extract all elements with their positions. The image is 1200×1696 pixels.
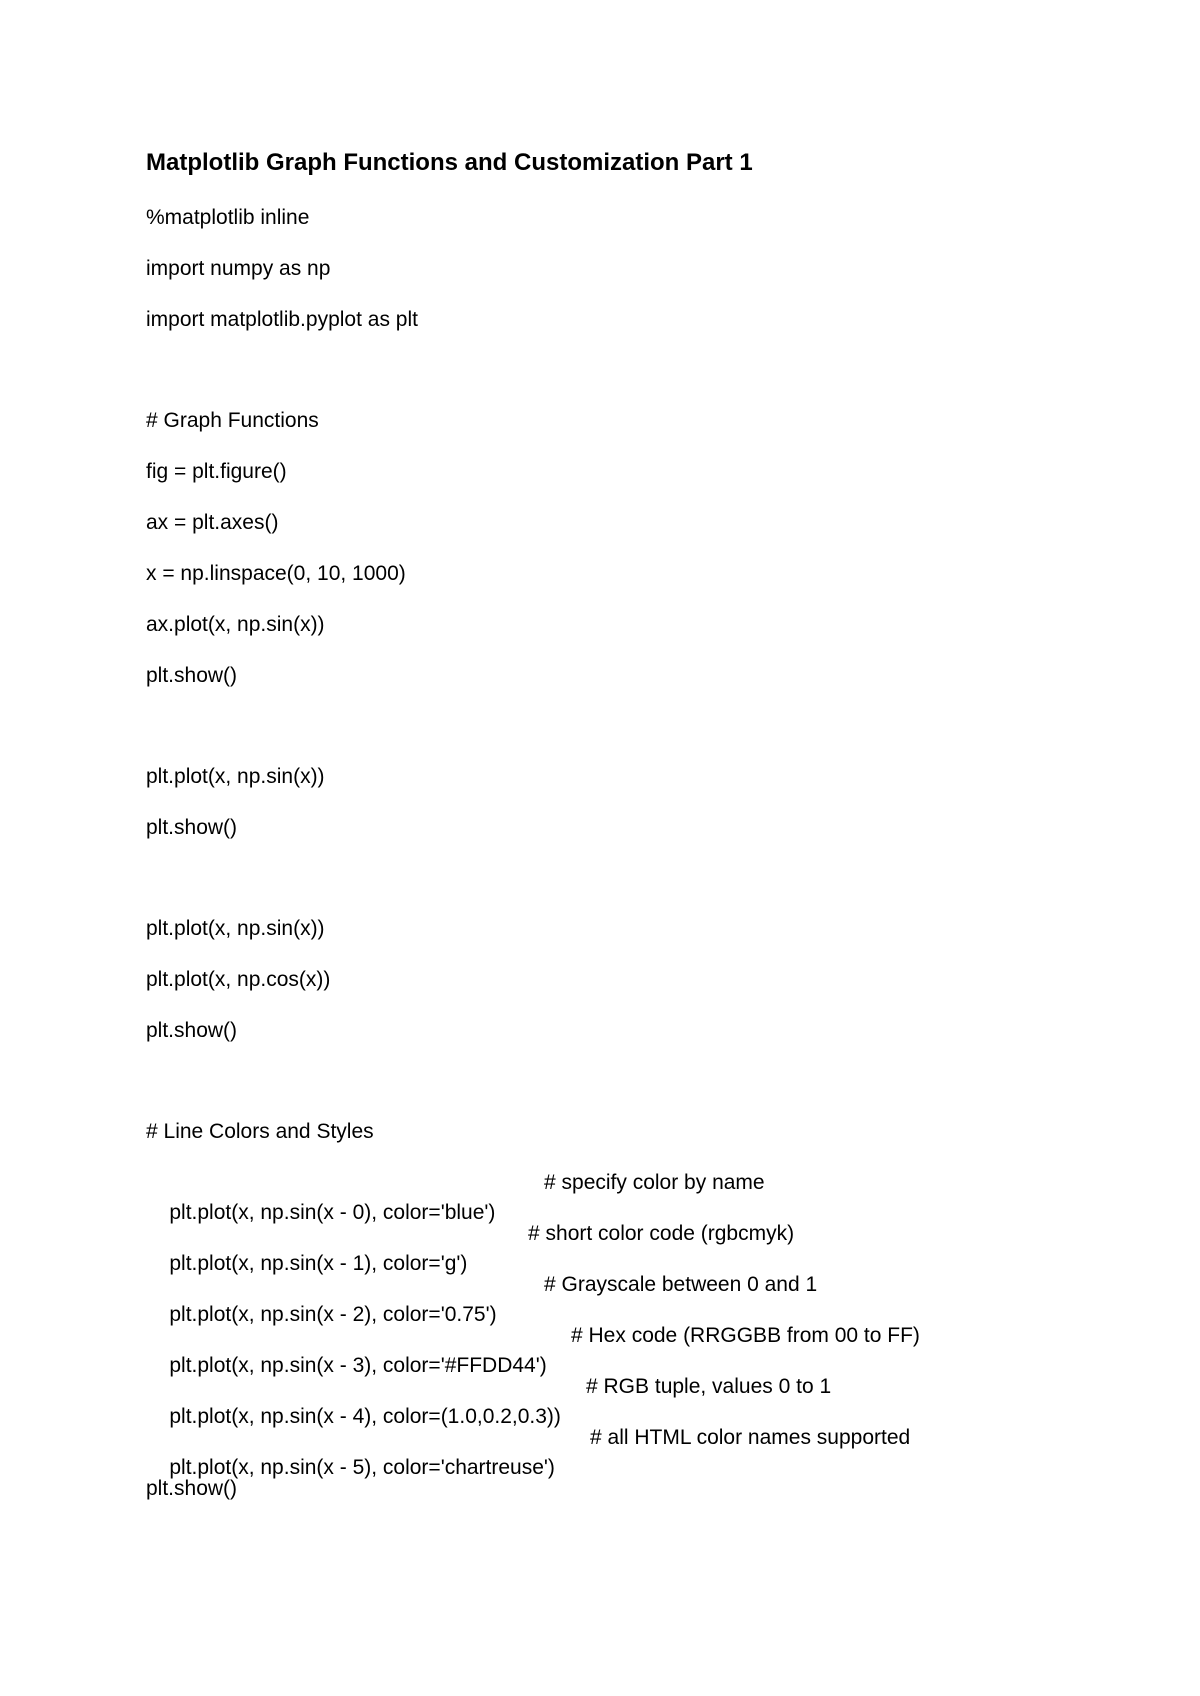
code-text: plt.plot(x, np.sin(x - 5), color='chartreuse') (169, 1456, 555, 1479)
code-line-15 (146, 1117, 374, 1147)
code-text: import matplotlib.pyplot as plt (146, 308, 418, 331)
code-text: plt.plot(x, np.sin(x)) (146, 917, 325, 940)
section-comment: # Line Colors and Styles (146, 1120, 374, 1143)
code-text: plt.plot(x, np.sin(x - 1), color='g') (169, 1252, 468, 1275)
code-text: plt.show() (146, 664, 238, 687)
code-line-22 (146, 1474, 237, 1504)
code-text: plt.plot(x, np.sin(x - 0), color='blue') (169, 1201, 496, 1224)
code-line-1 (146, 203, 309, 233)
code-line-12 (146, 914, 325, 944)
inline-comment: # RGB tuple, values 0 to 1 (586, 1375, 832, 1398)
code-text: ax.plot(x, np.sin(x)) (146, 613, 325, 636)
inline-comment: # Grayscale between 0 and 1 (544, 1273, 818, 1296)
code-line-6 (146, 508, 278, 538)
inline-comment: # all HTML color names supported (590, 1426, 911, 1449)
code-line-14 (146, 1016, 237, 1046)
code-line-7 (146, 559, 406, 589)
code-text: import numpy as np (146, 257, 331, 280)
code-text: plt.show() (146, 1477, 238, 1500)
document-title: Matplotlib Graph Functions and Customization Part 1 (146, 149, 753, 176)
code-line-4 (146, 406, 319, 436)
code-text: %matplotlib inline (146, 206, 310, 229)
code-text: plt.show() (146, 816, 238, 839)
code-text: plt.plot(x, np.cos(x)) (146, 968, 331, 991)
code-line-8 (146, 610, 325, 640)
code-text: fig = plt.figure() (146, 460, 287, 483)
section-comment: # Graph Functions (146, 409, 319, 432)
code-line-13 (146, 965, 330, 995)
code-text: plt.plot(x, np.sin(x - 3), color='#FFDD44') (169, 1354, 547, 1377)
code-line-10 (146, 762, 325, 792)
code-text: plt.plot(x, np.sin(x - 4), color=(1.0,0.2,0.3)) (169, 1405, 561, 1428)
code-text: x = np.linspace(0, 10, 1000) (146, 562, 406, 585)
code-line-11 (146, 813, 237, 843)
inline-comment: # Hex code (RRGGBB from 00 to FF) (571, 1324, 920, 1347)
code-text: plt.plot(x, np.sin(x)) (146, 765, 325, 788)
code-text: ax = plt.axes() (146, 511, 279, 534)
inline-comment: # short color code (rgbcmyk) (528, 1222, 795, 1245)
code-line-5 (146, 457, 287, 487)
inline-comment: # specify color by name (544, 1171, 765, 1194)
code-line-9 (146, 661, 237, 691)
code-text: plt.plot(x, np.sin(x - 2), color='0.75') (169, 1303, 497, 1326)
code-line-2 (146, 254, 330, 284)
code-text: plt.show() (146, 1019, 238, 1042)
code-line-3 (146, 305, 418, 335)
